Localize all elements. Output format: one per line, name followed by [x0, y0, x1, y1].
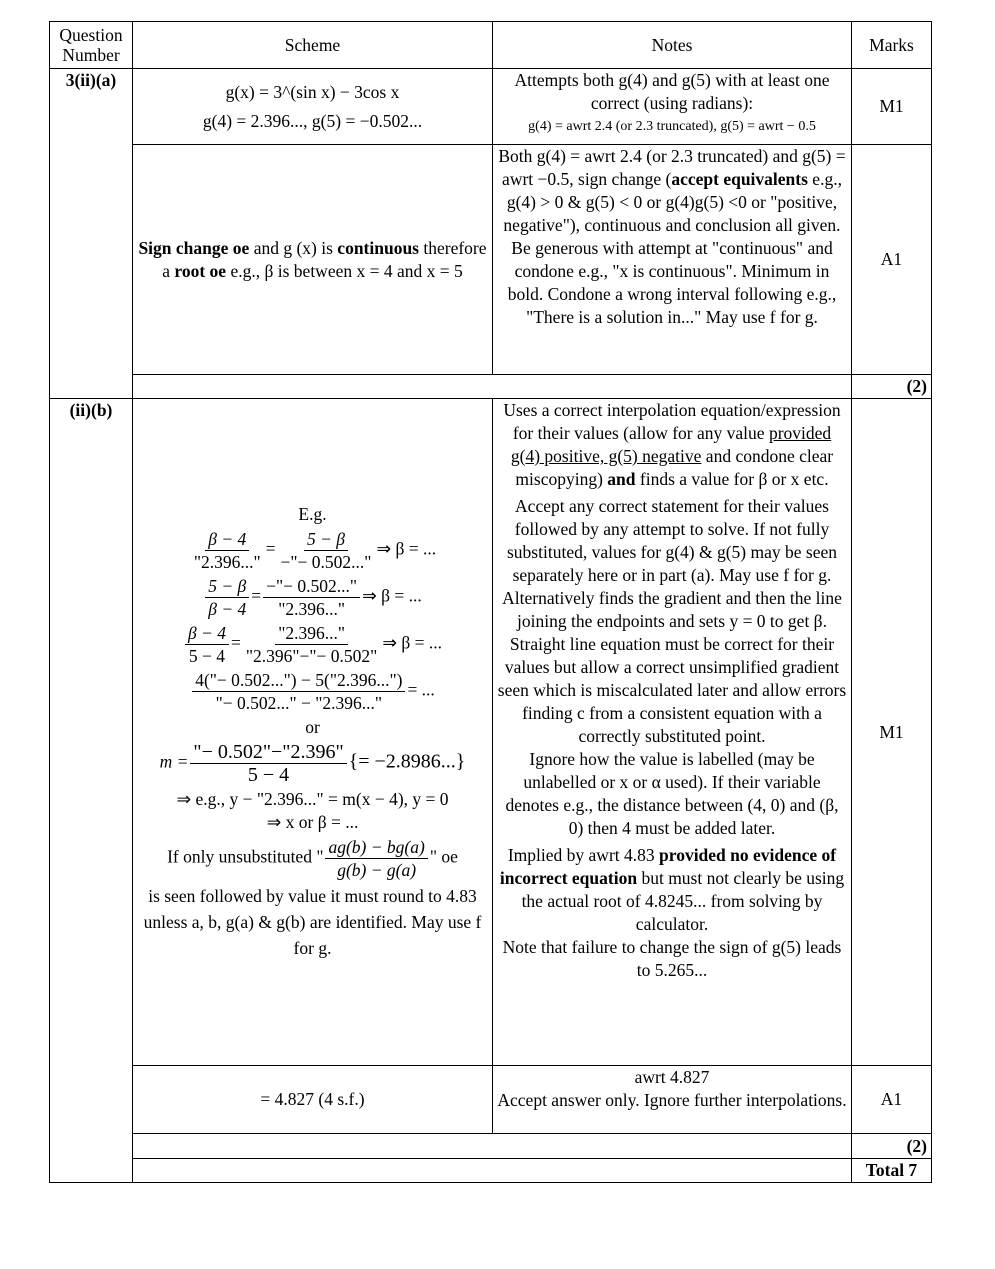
header-notes: Notes [493, 22, 852, 69]
line-equation: ⇒ e.g., y − "2.396..." = m(x − 4), y = 0 [176, 789, 449, 809]
text: Note that failure to change the sign of g(5) leads to 5.265... [502, 937, 842, 980]
mark: A1 [852, 145, 932, 375]
numerator: 5 − β [205, 575, 249, 598]
scheme-working [133, 399, 493, 1066]
equation-3: $\frac{\beta - 4}{5 - 4}$ = $\frac{"2.396..."}{"2.396"-"- 0.502"}$ ⇒ β = ... [137, 622, 488, 667]
equation-1: $\frac{\beta - 4}{"2.396..."}$ = $\frac{5 - \beta}{-"- 0.502..."}$ ⇒ β = ... [137, 528, 488, 573]
text: Accept answer only. Ignore further interpolations. [497, 1090, 847, 1110]
subtotal-row [50, 1134, 932, 1159]
numerator: 5 − β [304, 528, 348, 551]
header-scheme: Scheme [133, 22, 493, 69]
table-row [50, 1066, 932, 1134]
text: Both g(4) = awrt 2.4 (or 2.3 truncated) and g(5) = awrt −0.5, sign change ( [498, 146, 846, 189]
result: ⇒ β = ... [376, 538, 437, 559]
denominator: "2.396..." [193, 552, 261, 572]
bold-text: root oe [174, 260, 227, 281]
equation-4 [137, 669, 488, 714]
text: is seen followed by value it must round to 4.83 unless a, b, g(a) & g(b) are identified. May use f for g. [143, 886, 482, 958]
subtotal: (2) [906, 1136, 927, 1156]
line-result: ⇒ x or β = ... [266, 812, 359, 832]
scheme-text [133, 145, 493, 375]
total-row [50, 1159, 932, 1183]
mark: M1 [852, 399, 932, 1066]
table-row [50, 399, 932, 1066]
or-label: or [305, 717, 320, 737]
unsubstituted-formula [137, 836, 488, 881]
text: Uses a correct interpolation equation/expression for their values (allow for any value [503, 400, 841, 443]
denominator: 5 − 4 [188, 646, 226, 666]
text: and condone clear miscopying) [515, 446, 834, 489]
final-answer: = 4.827 (4 s.f.) [133, 1066, 493, 1134]
denominator: β − 4 [208, 599, 247, 619]
question-label: 3(ii)(a) [65, 70, 117, 90]
subtotal-row [50, 375, 932, 399]
text: Implied by awrt 4.83 [507, 845, 660, 865]
total: Total 7 [865, 1160, 918, 1180]
mark: M1 [852, 69, 932, 145]
mark: A1 [852, 1066, 932, 1134]
result: = ... [407, 679, 435, 700]
notes-text [493, 145, 852, 375]
text: e.g., β is between x = 4 and x = 5 [226, 260, 463, 281]
denominator: "2.396"−"− 0.502" [245, 646, 378, 666]
scheme-g-definition: g(x) = 3^(sin x) − 3cos x [225, 81, 400, 102]
header-row [50, 22, 932, 69]
numerator: β − 4 [185, 622, 229, 645]
gradient-value: {= −2.8986...} [348, 750, 466, 773]
mark-scheme-table [49, 21, 932, 1183]
table-row [50, 145, 932, 375]
subtotal: (2) [906, 376, 927, 396]
text: " oe [429, 846, 458, 867]
denominator: −"− 0.502..." [280, 552, 372, 572]
numerator: "− 0.502"−"2.396" [190, 741, 346, 764]
equation-2: $\frac{5 - \beta}{\beta - 4}$ = $\frac{-"- 0.502..."}{"2.396..."}$ ⇒ β = ... [137, 575, 488, 620]
notes-text: Attempts both g(4) and g(5) with at least one correct (using radians): [514, 70, 830, 113]
text: therefore a [162, 237, 487, 281]
eg-label: E.g. [298, 504, 327, 524]
scheme-g-values: g(4) = 2.396..., g(5) = −0.502... [202, 110, 423, 131]
table-row [50, 69, 932, 145]
numerator: "2.396..." [275, 622, 348, 645]
result: ⇒ β = ... [362, 585, 422, 606]
text: but must not clearly be using the actual root of 4.8245... from solving by calculator. [521, 868, 845, 934]
notes-text [493, 399, 852, 1066]
bold-text: provided no evidence of incorrect equation [499, 845, 837, 888]
numerator: −"− 0.502..." [263, 575, 360, 598]
result: ⇒ β = ... [382, 632, 443, 653]
underlined-text: provided g(4) positive, g(5) negative [510, 423, 832, 466]
text: finds a value for β or x etc. [635, 469, 829, 489]
text: Ignore how the value is labelled (may be unlabelled or x or α used). If their variable denotes e.g., the distance between (4, 0) and (β, 0) then 4 must be added later. [505, 749, 839, 838]
bold-text: continuous [337, 237, 419, 258]
denominator: "2.396..." [278, 599, 345, 619]
gradient-equation [137, 741, 488, 786]
bold-text: and [607, 469, 636, 489]
text: awrt 4.827 [634, 1067, 710, 1087]
text: Accept any correct statement for their values followed by any attempt to solve. If not fully substituted, values for g(4) & g(5) may be seen separately here or in part (a). May use f for g. [507, 496, 837, 585]
text: and g (x) is [249, 237, 338, 258]
bold-text: Sign change oe [138, 237, 250, 258]
denominator: "− 0.502..." − "2.396..." [215, 693, 383, 713]
numerator: β − 4 [205, 528, 249, 551]
m-label: m = [159, 751, 189, 772]
bold-text: accept equivalents [671, 169, 808, 189]
header-marks: Marks [852, 22, 932, 69]
denominator: g(b) − g(a) [337, 860, 417, 880]
notes-values: g(4) = awrt 2.4 (or 2.3 truncated), g(5) = awrt − 0.5 [528, 119, 816, 134]
denominator: 5 − 4 [247, 764, 290, 786]
numerator: 4("− 0.502...") − 5("2.396...") [192, 669, 405, 692]
text: If only unsubstituted " [167, 846, 324, 867]
header-question-number: Question Number [50, 22, 133, 69]
text: e.g., g(4) > 0 & g(5) < 0 or g(4)g(5) <0 or "positive, negative"), continuous and conclusion all given. Be generous with attempt at "continuous" and condone e.g., "x is continuous". Minimum in bold. Condone a wrong interval following e.g., "There is a solution in..." May use f for g. [503, 169, 842, 327]
numerator: ag(b) − bg(a) [325, 836, 427, 859]
question-label: (ii)(b) [69, 400, 113, 420]
text: Alternatively finds the gradient and then the line joining the endpoints and sets y = 0 to get β. Straight line equation must be correct for their values but allow a correct unsimplified gradient seen which is miscalculated later and allow errors finding c from a consistent equation with a correctly substituted point. [497, 588, 847, 746]
